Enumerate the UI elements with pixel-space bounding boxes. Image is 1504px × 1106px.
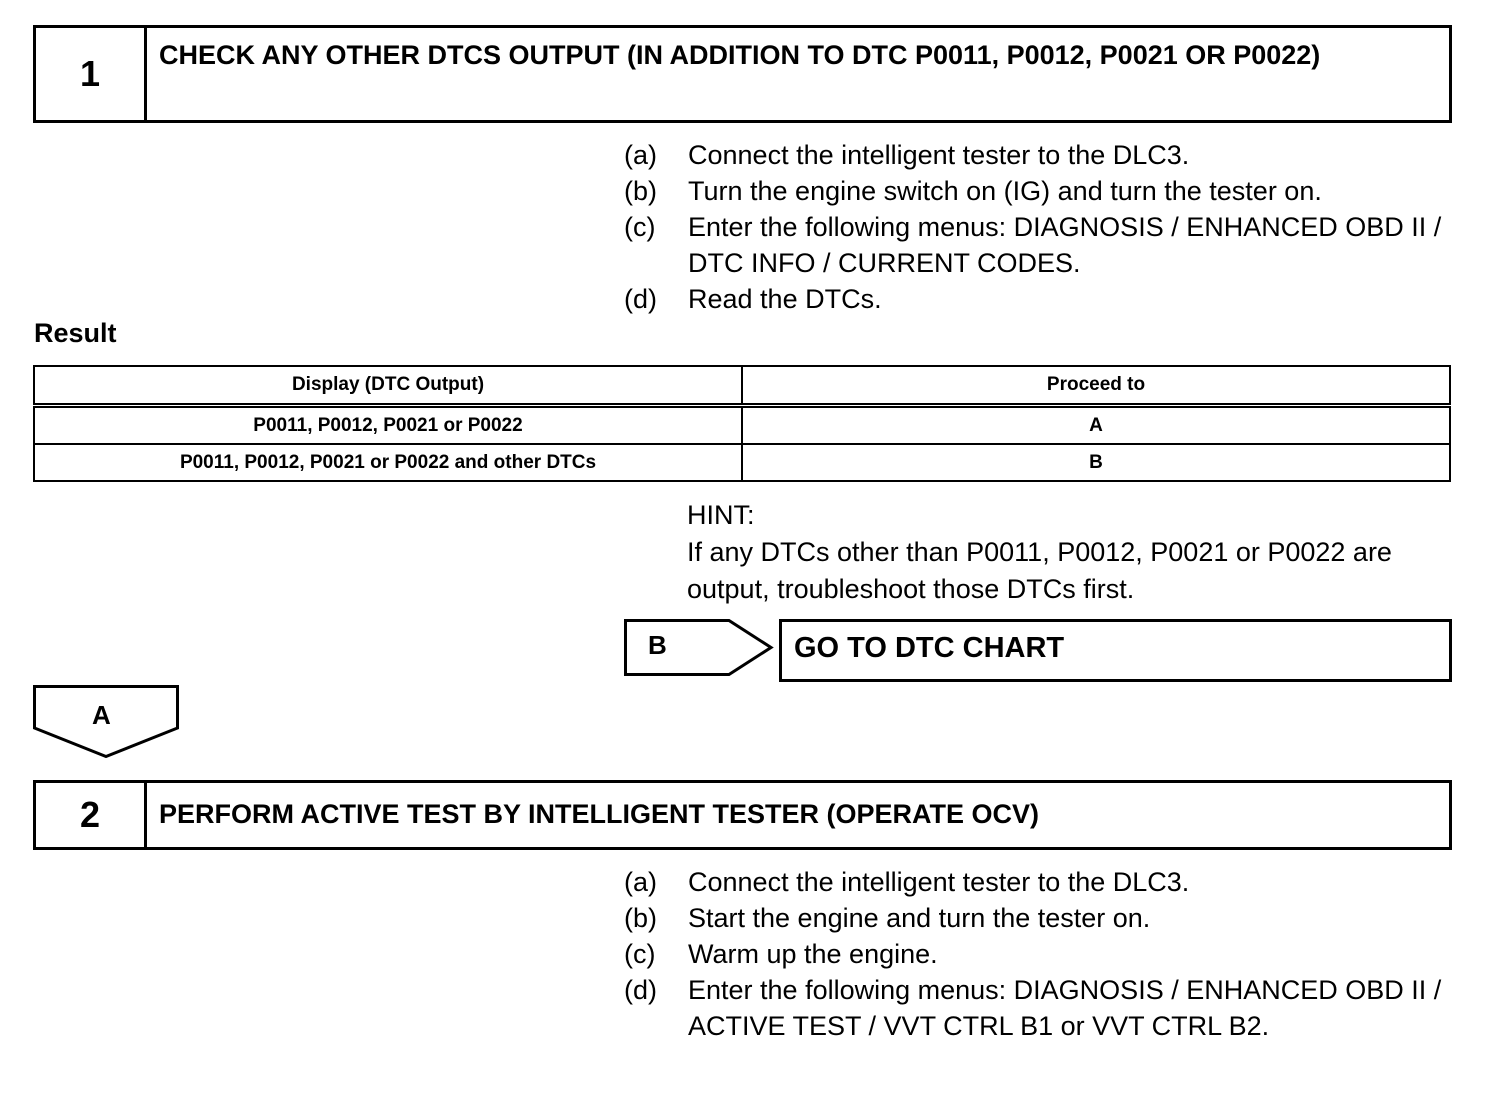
hint-block — [687, 497, 1467, 608]
step-2-title: PERFORM ACTIVE TEST BY INTELLIGENT TESTER (OPERATE OCV) — [159, 799, 1040, 829]
column-header-display: Display (DTC Output) — [34, 366, 742, 406]
step-1-title: CHECK ANY OTHER DTCS OUTPUT (IN ADDITION TO DTC P0011, P0012, P0021 OR P0022) — [159, 40, 1321, 70]
instruction-text: Warm up the engine. — [688, 939, 938, 969]
instruction-label: (b) — [624, 176, 657, 206]
column-header-proceed: Proceed to — [742, 366, 1450, 406]
instruction-text: Turn the engine switch on (IG) and turn the tester on. — [688, 176, 1322, 206]
instruction-text: Connect the intelligent tester to the DLC3. — [688, 867, 1190, 897]
instruction-text: Connect the intelligent tester to the DLC3. — [688, 140, 1190, 170]
instruction-label: (d) — [624, 284, 657, 314]
instruction-label: (a) — [624, 140, 657, 170]
table-row — [34, 406, 1450, 445]
instruction-item — [624, 137, 1444, 173]
instruction-item — [624, 936, 1444, 972]
step-2-header — [33, 780, 1452, 850]
table-cell-display: P0011, P0012, P0021 or P0022 — [34, 406, 742, 445]
instruction-item — [624, 864, 1444, 900]
instruction-text: Read the DTCs. — [688, 284, 882, 314]
instruction-label: (a) — [624, 867, 657, 897]
result-heading: Result — [34, 318, 117, 348]
instruction-label: (c) — [624, 939, 656, 969]
instruction-text: Enter the following menus: DIAGNOSIS / ENHANCED OBD II / DTC INFO / CURRENT CODES. — [688, 212, 1442, 278]
branch-b-label: B — [648, 630, 667, 660]
result-table — [33, 365, 1451, 482]
instruction-text: Enter the following menus: DIAGNOSIS / ENHANCED OBD II / ACTIVE TEST / VVT CTRL B1 or VVT CTRL B2. — [688, 975, 1442, 1041]
step-2-instructions — [624, 864, 1444, 1044]
hint-text: If any DTCs other than P0011, P0012, P0021 or P0022 are output, troubleshoot those DTCs first. — [687, 537, 1392, 604]
instruction-item — [624, 900, 1444, 936]
instruction-item — [624, 972, 1444, 1044]
table-header-row — [34, 366, 1450, 406]
branch-b-arrow-icon — [624, 619, 774, 676]
table-row — [34, 444, 1450, 481]
instruction-label: (d) — [624, 975, 657, 1005]
hint-label: HINT: — [687, 500, 755, 530]
instruction-label: (b) — [624, 903, 657, 933]
table-cell-proceed: B — [742, 444, 1450, 481]
go-to-dtc-chart-box: GO TO DTC CHART — [779, 619, 1452, 682]
step-1-instructions — [624, 137, 1444, 317]
instruction-item — [624, 209, 1444, 281]
table-cell-proceed: A — [742, 406, 1450, 445]
instruction-text: Start the engine and turn the tester on. — [688, 903, 1151, 933]
step-2-number: 2 — [36, 783, 147, 847]
instruction-item — [624, 281, 1444, 317]
branch-a-label: A — [92, 700, 111, 730]
instruction-item — [624, 173, 1444, 209]
step-1-header — [33, 25, 1452, 123]
step-1-number: 1 — [36, 28, 147, 120]
table-cell-display: P0011, P0012, P0021 or P0022 and other DTCs — [34, 444, 742, 481]
instruction-label: (c) — [624, 212, 656, 242]
